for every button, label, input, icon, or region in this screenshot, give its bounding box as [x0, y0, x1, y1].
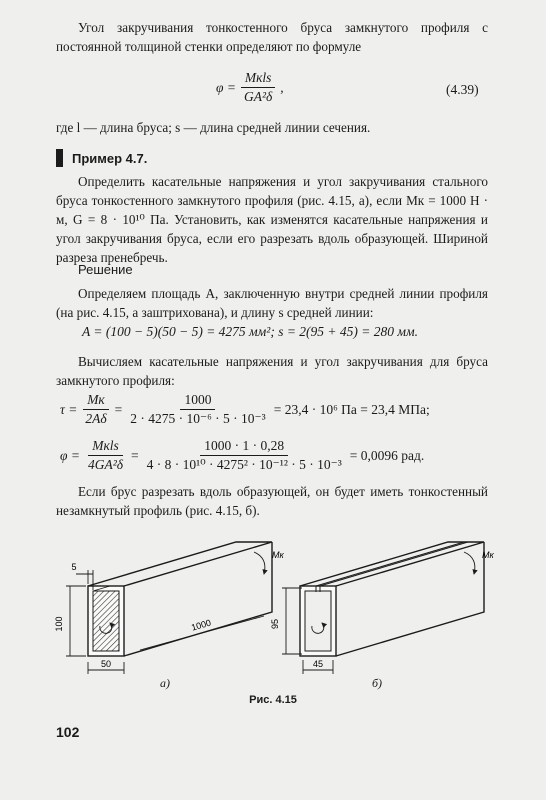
equation-number: (4.39) [446, 82, 479, 97]
figure-label-b: б) [372, 676, 383, 690]
formula-tail: , [280, 79, 284, 95]
example-title: Пример 4.7. [72, 150, 148, 166]
tau-num-2: 1000 [180, 392, 215, 410]
formula-lhs: φ = [216, 79, 236, 95]
denominator: GA²δ [243, 89, 273, 104]
phi-fraction-1 [84, 438, 127, 473]
phi-result: = 0,0096 рад. [349, 447, 425, 463]
paragraph-step2: Вычисляем касательные напряжения и угол закручивания для бруса замкнутого профиля: [56, 354, 488, 388]
figure-4-15 [40, 530, 510, 690]
dim-a-height: 100 [54, 616, 64, 632]
paragraph-step3: Если брус разрезать вдоль образующей, он будет иметь тонкостенный незамкнутый профиль (рис. 4.15, б). [56, 484, 488, 518]
tau-fraction-2 [126, 392, 270, 427]
phi-lhs: φ = [60, 447, 80, 463]
formula-area: A = (100 − 5)(50 − 5) = 4275 мм²; s = 2(95 + 45) = 280 мм. [82, 324, 419, 339]
formula-phi [60, 438, 424, 473]
paragraph-step1: Определяем площадь A, заключенную внутри средней линии профиля (на рис. 4.15, а заштрихована), и длину s средней линии: [56, 286, 488, 320]
phi-den-2: 4 · 8 · 10¹⁰ · 4275² · 10⁻¹² · 5 · 10⁻³ [146, 457, 342, 472]
phi-num-1: Mкls [88, 438, 123, 456]
dim-a-thickness: 5 [71, 562, 77, 572]
tau-den-1: 2Aδ [85, 411, 107, 426]
figure-label-a: а) [160, 676, 170, 690]
fraction [240, 70, 276, 105]
example-heading [56, 150, 147, 166]
tau-fraction-1 [81, 392, 110, 427]
tau-eq: = [114, 401, 123, 417]
example-marker [56, 149, 63, 167]
phi-fraction-2 [143, 438, 346, 473]
tau-num-1: Mк [83, 392, 109, 410]
paragraph-where: где l — длина бруса; s — длина средней линии сечения. [56, 120, 371, 135]
paragraph-problem: Определить касательные напряжения и угол закручивания стального бруса тонкостенного замкнутого профиля (рис. 4.15, а), если Mк = 1000 Н · м, G = 8 · 10¹⁰ Па. Установить, как изменятся касательные напряжения и угол закручивания бруса, если его разрезать вдоль образующей. Шириной разреза пренебречь. [56, 174, 488, 265]
dim-b-height: 95 [270, 618, 280, 630]
page-number: 102 [56, 724, 80, 740]
dim-a-width: 50 [100, 659, 112, 669]
phi-num-2: 1000 · 1 · 0,28 [200, 438, 288, 456]
moment-b: Mк [482, 550, 494, 560]
formula-tau [60, 392, 430, 427]
formula-4-39 [216, 70, 284, 105]
tau-lhs: τ = [60, 401, 78, 417]
tau-result: = 23,4 · 10⁶ Па = 23,4 МПа; [273, 401, 430, 417]
dim-b-width: 45 [312, 659, 324, 669]
solution-heading: Решение [78, 262, 133, 277]
moment-a: Mк [272, 550, 284, 560]
figure-caption: Рис. 4.15 [249, 694, 297, 706]
tau-den-2: 2 · 4275 · 10⁻⁶ · 5 · 10⁻³ [130, 411, 266, 426]
phi-eq: = [131, 447, 139, 463]
paragraph-intro: Угол закручивания тонкостенного бруса замкнутого профиля с постоянной толщиной стенки определяют по формуле [56, 20, 488, 54]
beam-open-profile [300, 542, 484, 656]
numerator: Mкls [241, 70, 276, 88]
phi-den-1: 4GA²δ [87, 457, 124, 472]
dim-a-length: 1000 [190, 617, 213, 633]
